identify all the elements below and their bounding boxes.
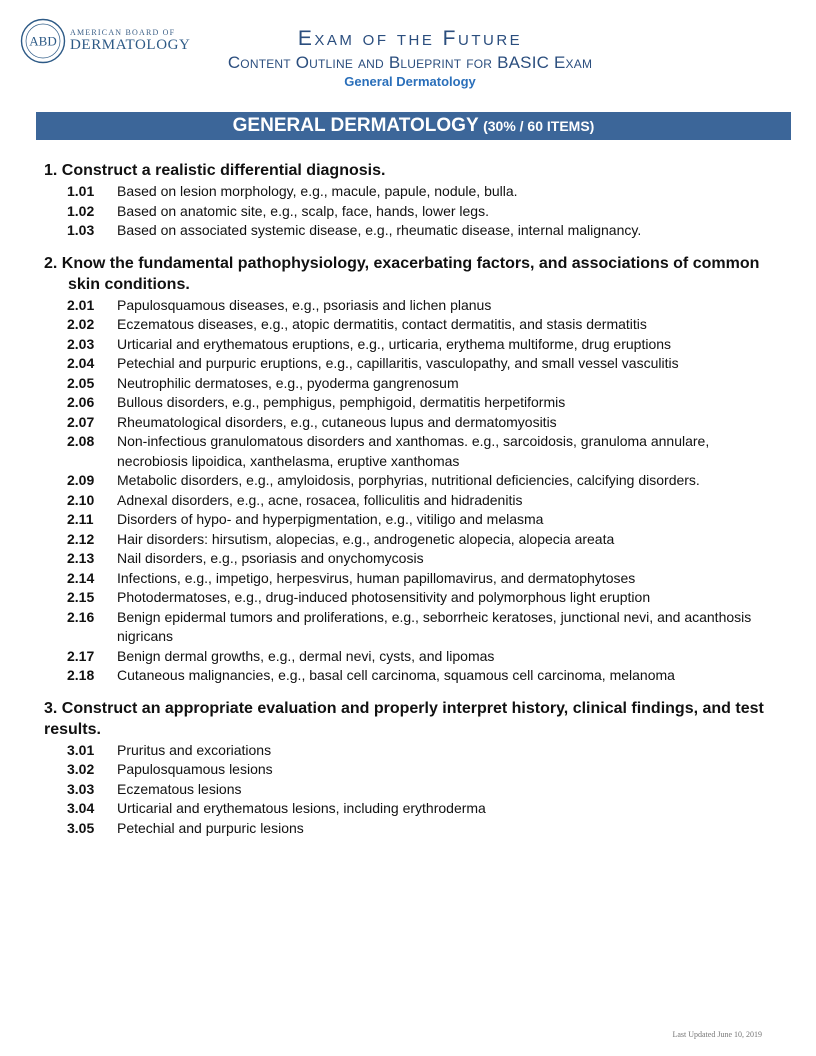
section-heading-text: 1. Construct a realistic differential diagnosis. — [44, 162, 386, 179]
outline-item — [0, 608, 767, 647]
item-number: 2.05 — [67, 374, 95, 391]
item-number: 2.13 — [67, 550, 95, 566]
item-text: Neutrophilic dermatoses, e.g., pyoderma gangrenosum — [117, 374, 459, 391]
item-number: 2.03 — [67, 335, 95, 352]
outline-item — [0, 296, 767, 316]
outline-item — [0, 354, 767, 374]
item-text: Benign epidermal tumors and proliferations, e.g., seborrheic keratoses, junctional nevi, and acanthosis nigricans — [117, 608, 752, 644]
outline-item — [0, 335, 767, 355]
outline-item — [0, 393, 767, 413]
item-text: Photodermatoses, e.g., drug-induced photosensitivity and polymorphous light eruption — [117, 589, 651, 605]
outline-item — [0, 530, 767, 550]
item-number: 2.18 — [67, 667, 95, 683]
outline-item — [0, 432, 767, 471]
outline-item — [0, 374, 767, 394]
outline-item-list — [0, 741, 816, 839]
outline-item — [0, 549, 767, 569]
item-text: Pruritus and excoriations — [117, 741, 272, 758]
section-heading-text: 2. Know the fundamental pathophysiology, exacerbating factors, and associations of common skin conditions. — [44, 254, 760, 293]
page-title: Exam of the Future — [297, 27, 523, 50]
item-number: 2.12 — [67, 530, 95, 547]
item-number: 2.15 — [67, 589, 95, 605]
last-updated: Last Updated June 10, 2019 — [672, 1030, 762, 1039]
item-number: 2.01 — [67, 296, 95, 313]
outline-item — [0, 413, 767, 433]
item-text: Adnexal disorders, e.g., acne, rosacea, folliculitis and hidradenitis — [117, 491, 523, 508]
outline-item-list — [0, 296, 816, 686]
item-number: 2.16 — [67, 608, 95, 625]
section-heading-text: 3. Construct an appropriate evaluation and properly interpret history, clinical findings, and test results. — [44, 699, 764, 738]
item-text: Eczematous diseases, e.g., atopic dermatitis, contact dermatitis, and stasis dermatitis — [117, 316, 647, 332]
item-number: 2.07 — [67, 413, 95, 430]
item-number: 1.01 — [67, 183, 95, 199]
item-text: Cutaneous malignancies, e.g., basal cell carcinoma, squamous cell carcinoma, melanoma — [117, 667, 675, 683]
item-text: Based on associated systemic disease, e.g., rheumatic disease, internal malignancy. — [117, 222, 642, 238]
item-text: Metabolic disorders, e.g., amyloidosis, porphyrias, nutritional deficiencies, calcifying disorders. — [117, 472, 700, 488]
outline-item — [0, 760, 767, 780]
item-text: Petechial and purpuric eruptions, e.g., capillaritis, vasculopathy, and small vessel vasculitis — [117, 355, 679, 371]
banner-weight: (30% / 60 ITEMS) — [483, 118, 595, 134]
item-number: 2.08 — [67, 433, 95, 449]
outline-item — [0, 569, 767, 589]
logo-line1: AMERICAN BOARD OF — [70, 28, 176, 37]
item-number: 2.09 — [67, 472, 95, 488]
item-text: Nail disorders, e.g., psoriasis and onychomycosis — [117, 550, 424, 566]
item-text: Based on lesion morphology, e.g., macule, papule, nodule, bulla. — [117, 183, 518, 199]
section-heading — [44, 253, 774, 295]
outline-item — [0, 588, 767, 608]
outline-item — [0, 221, 767, 241]
section-banner — [36, 112, 791, 140]
item-text: Eczematous lesions — [117, 780, 242, 797]
outline-item — [0, 741, 767, 761]
item-number: 2.11 — [67, 511, 94, 527]
item-number: 1.03 — [67, 222, 95, 238]
outline-item — [0, 202, 767, 222]
item-text: Urticarial and erythematous lesions, including erythroderma — [117, 800, 486, 816]
item-text: Urticarial and erythematous eruptions, e.g., urticaria, erythema multiforme, drug eruptions — [117, 335, 672, 352]
item-text: Hair disorders: hirsutism, alopecias, e.g., androgenetic alopecia, alopecia areata — [117, 530, 615, 547]
item-text: Disorders of hypo- and hyperpigmentation, e.g., vitiligo and melasma — [117, 511, 544, 527]
item-number: 3.02 — [67, 761, 95, 777]
page-section-label: General Dermatology — [344, 74, 476, 89]
item-text: Benign dermal growths, e.g., dermal nevi, cysts, and lipomas — [117, 647, 495, 664]
item-text: Papulosquamous diseases, e.g., psoriasis and lichen planus — [117, 296, 492, 313]
item-number: 3.05 — [67, 819, 95, 836]
outline-item — [0, 182, 767, 202]
item-number: 3.03 — [67, 780, 95, 797]
outline-item — [0, 491, 767, 511]
item-text: Non-infectious granulomatous disorders and xanthomas. e.g., sarcoidosis, granuloma annulare, necrobiosis lipoidica, xanthelasma, eruptive xanthomas — [117, 433, 710, 469]
outline-item — [0, 315, 767, 335]
item-text: Papulosquamous lesions — [117, 761, 273, 777]
item-number: 3.04 — [67, 800, 95, 816]
seal-text: ABD — [29, 33, 57, 49]
outline-item-list — [0, 182, 816, 241]
page-subtitle: Content Outline and Blueprint for BASIC Exam — [227, 53, 593, 72]
item-text: Rheumatological disorders, e.g., cutaneous lupus and dermatomyositis — [117, 413, 557, 430]
section-heading — [44, 160, 774, 181]
item-number: 2.14 — [67, 569, 95, 586]
item-number: 2.17 — [67, 647, 95, 664]
outline-item — [0, 471, 767, 491]
logo-line2: DERMATOLOGY — [70, 37, 191, 53]
outline-item — [0, 780, 767, 800]
outline-item — [0, 510, 767, 530]
section-spacer — [0, 241, 816, 253]
item-number: 2.10 — [67, 491, 95, 508]
item-text: Petechial and purpuric lesions — [117, 819, 304, 836]
outline-item — [0, 799, 767, 819]
item-text: Based on anatomic site, e.g., scalp, face, hands, lower legs. — [117, 202, 489, 219]
section-spacer — [0, 686, 816, 698]
item-number: 3.01 — [67, 741, 95, 758]
outline-item — [0, 666, 767, 686]
outline-item — [0, 647, 767, 667]
item-text: Bullous disorders, e.g., pemphigus, pemphigoid, dermatitis herpetiformis — [117, 394, 566, 410]
abd-seal-icon — [20, 18, 66, 64]
section-heading — [44, 698, 774, 740]
item-text: Infections, e.g., impetigo, herpesvirus, human papillomavirus, and dermatophytoses — [117, 569, 636, 586]
outline-item — [0, 819, 767, 839]
banner-title: GENERAL DERMATOLOGY — [232, 115, 479, 136]
item-number: 2.06 — [67, 394, 95, 410]
outline-content — [0, 160, 816, 838]
item-number: 2.02 — [67, 316, 95, 332]
item-number: 2.04 — [67, 355, 95, 371]
title-block — [160, 26, 660, 90]
item-number: 1.02 — [67, 202, 95, 219]
